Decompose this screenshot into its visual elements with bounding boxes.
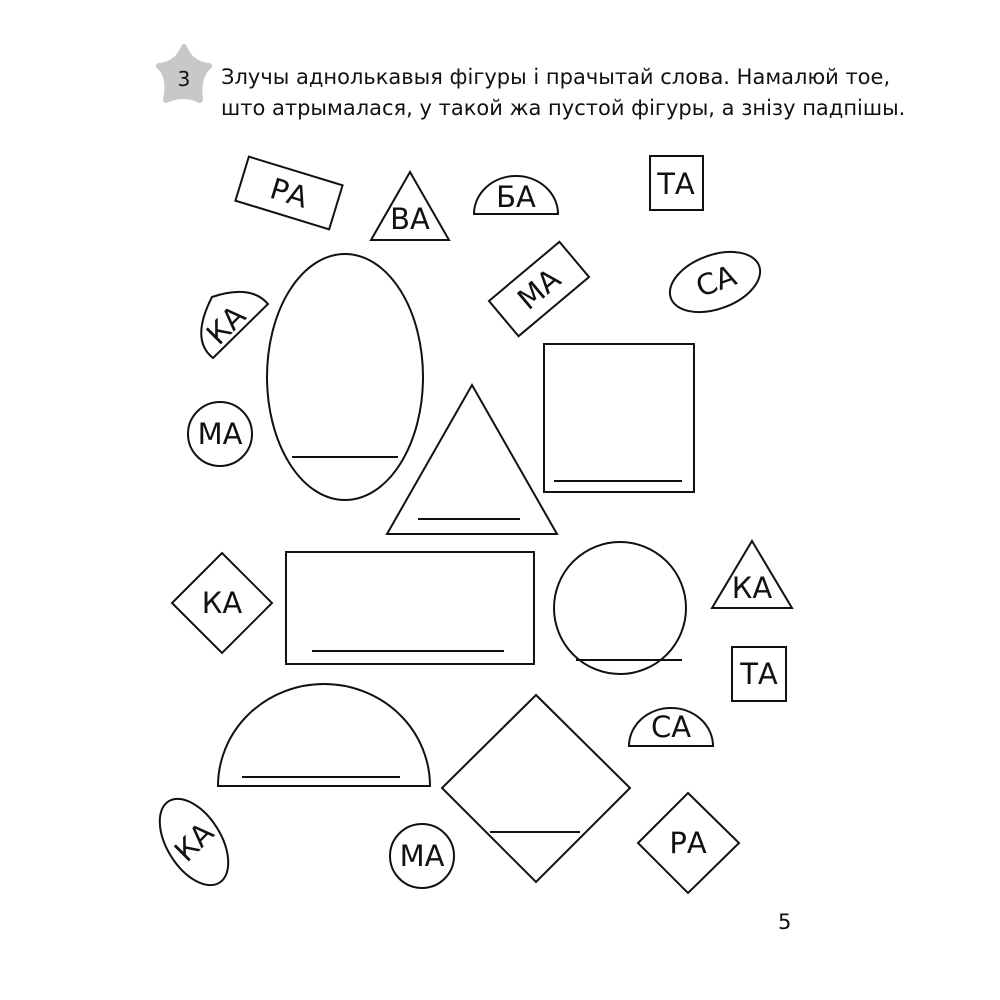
syllable-label-ra-diamond: РА [669, 826, 707, 860]
exercise-number: 3 [177, 67, 191, 91]
syllable-label-ka-diamond: КА [201, 586, 243, 620]
syllable-label-ma-left: МА [197, 417, 243, 451]
syllable-label-ka-triangle: КА [731, 571, 773, 605]
syllable-label-ma-bottom: МА [399, 839, 445, 873]
large-circle[interactable] [554, 542, 686, 674]
instruction-line-2: што атрымалася, у такой жа пустой фігуры, а знізу падпішы. [221, 96, 906, 120]
large-diamond[interactable] [442, 695, 630, 882]
large-semicircle[interactable] [218, 684, 430, 786]
syllable-label-sa-semi: СА [650, 710, 692, 744]
syllable-label-ma-tilted: МА [510, 261, 568, 317]
syllable-label-ka-tilted: КА [199, 298, 253, 352]
exercise-instruction [221, 62, 906, 124]
instruction-line-1: Злучы аднолькавыя фігуры і прачытай слова. Намалюй тое, [221, 65, 891, 89]
syllable-label-ka-ellipse: КА [167, 815, 221, 869]
syllable-label-ta-top: ТА [657, 167, 695, 201]
syllable-label-ba: БА [496, 180, 536, 214]
page-number: 5 [778, 910, 792, 934]
large-square[interactable] [544, 344, 694, 492]
syllable-label-va: ВА [390, 202, 430, 236]
large-rectangle[interactable] [286, 552, 534, 664]
syllable-label-ta-right: ТА [740, 657, 778, 691]
large-triangle[interactable] [387, 385, 557, 534]
syllable-label-sa: СА [691, 258, 741, 304]
large-ellipse[interactable] [267, 254, 423, 500]
exercise-number-badge [159, 47, 209, 100]
syllable-label-ra: РА [266, 171, 312, 215]
